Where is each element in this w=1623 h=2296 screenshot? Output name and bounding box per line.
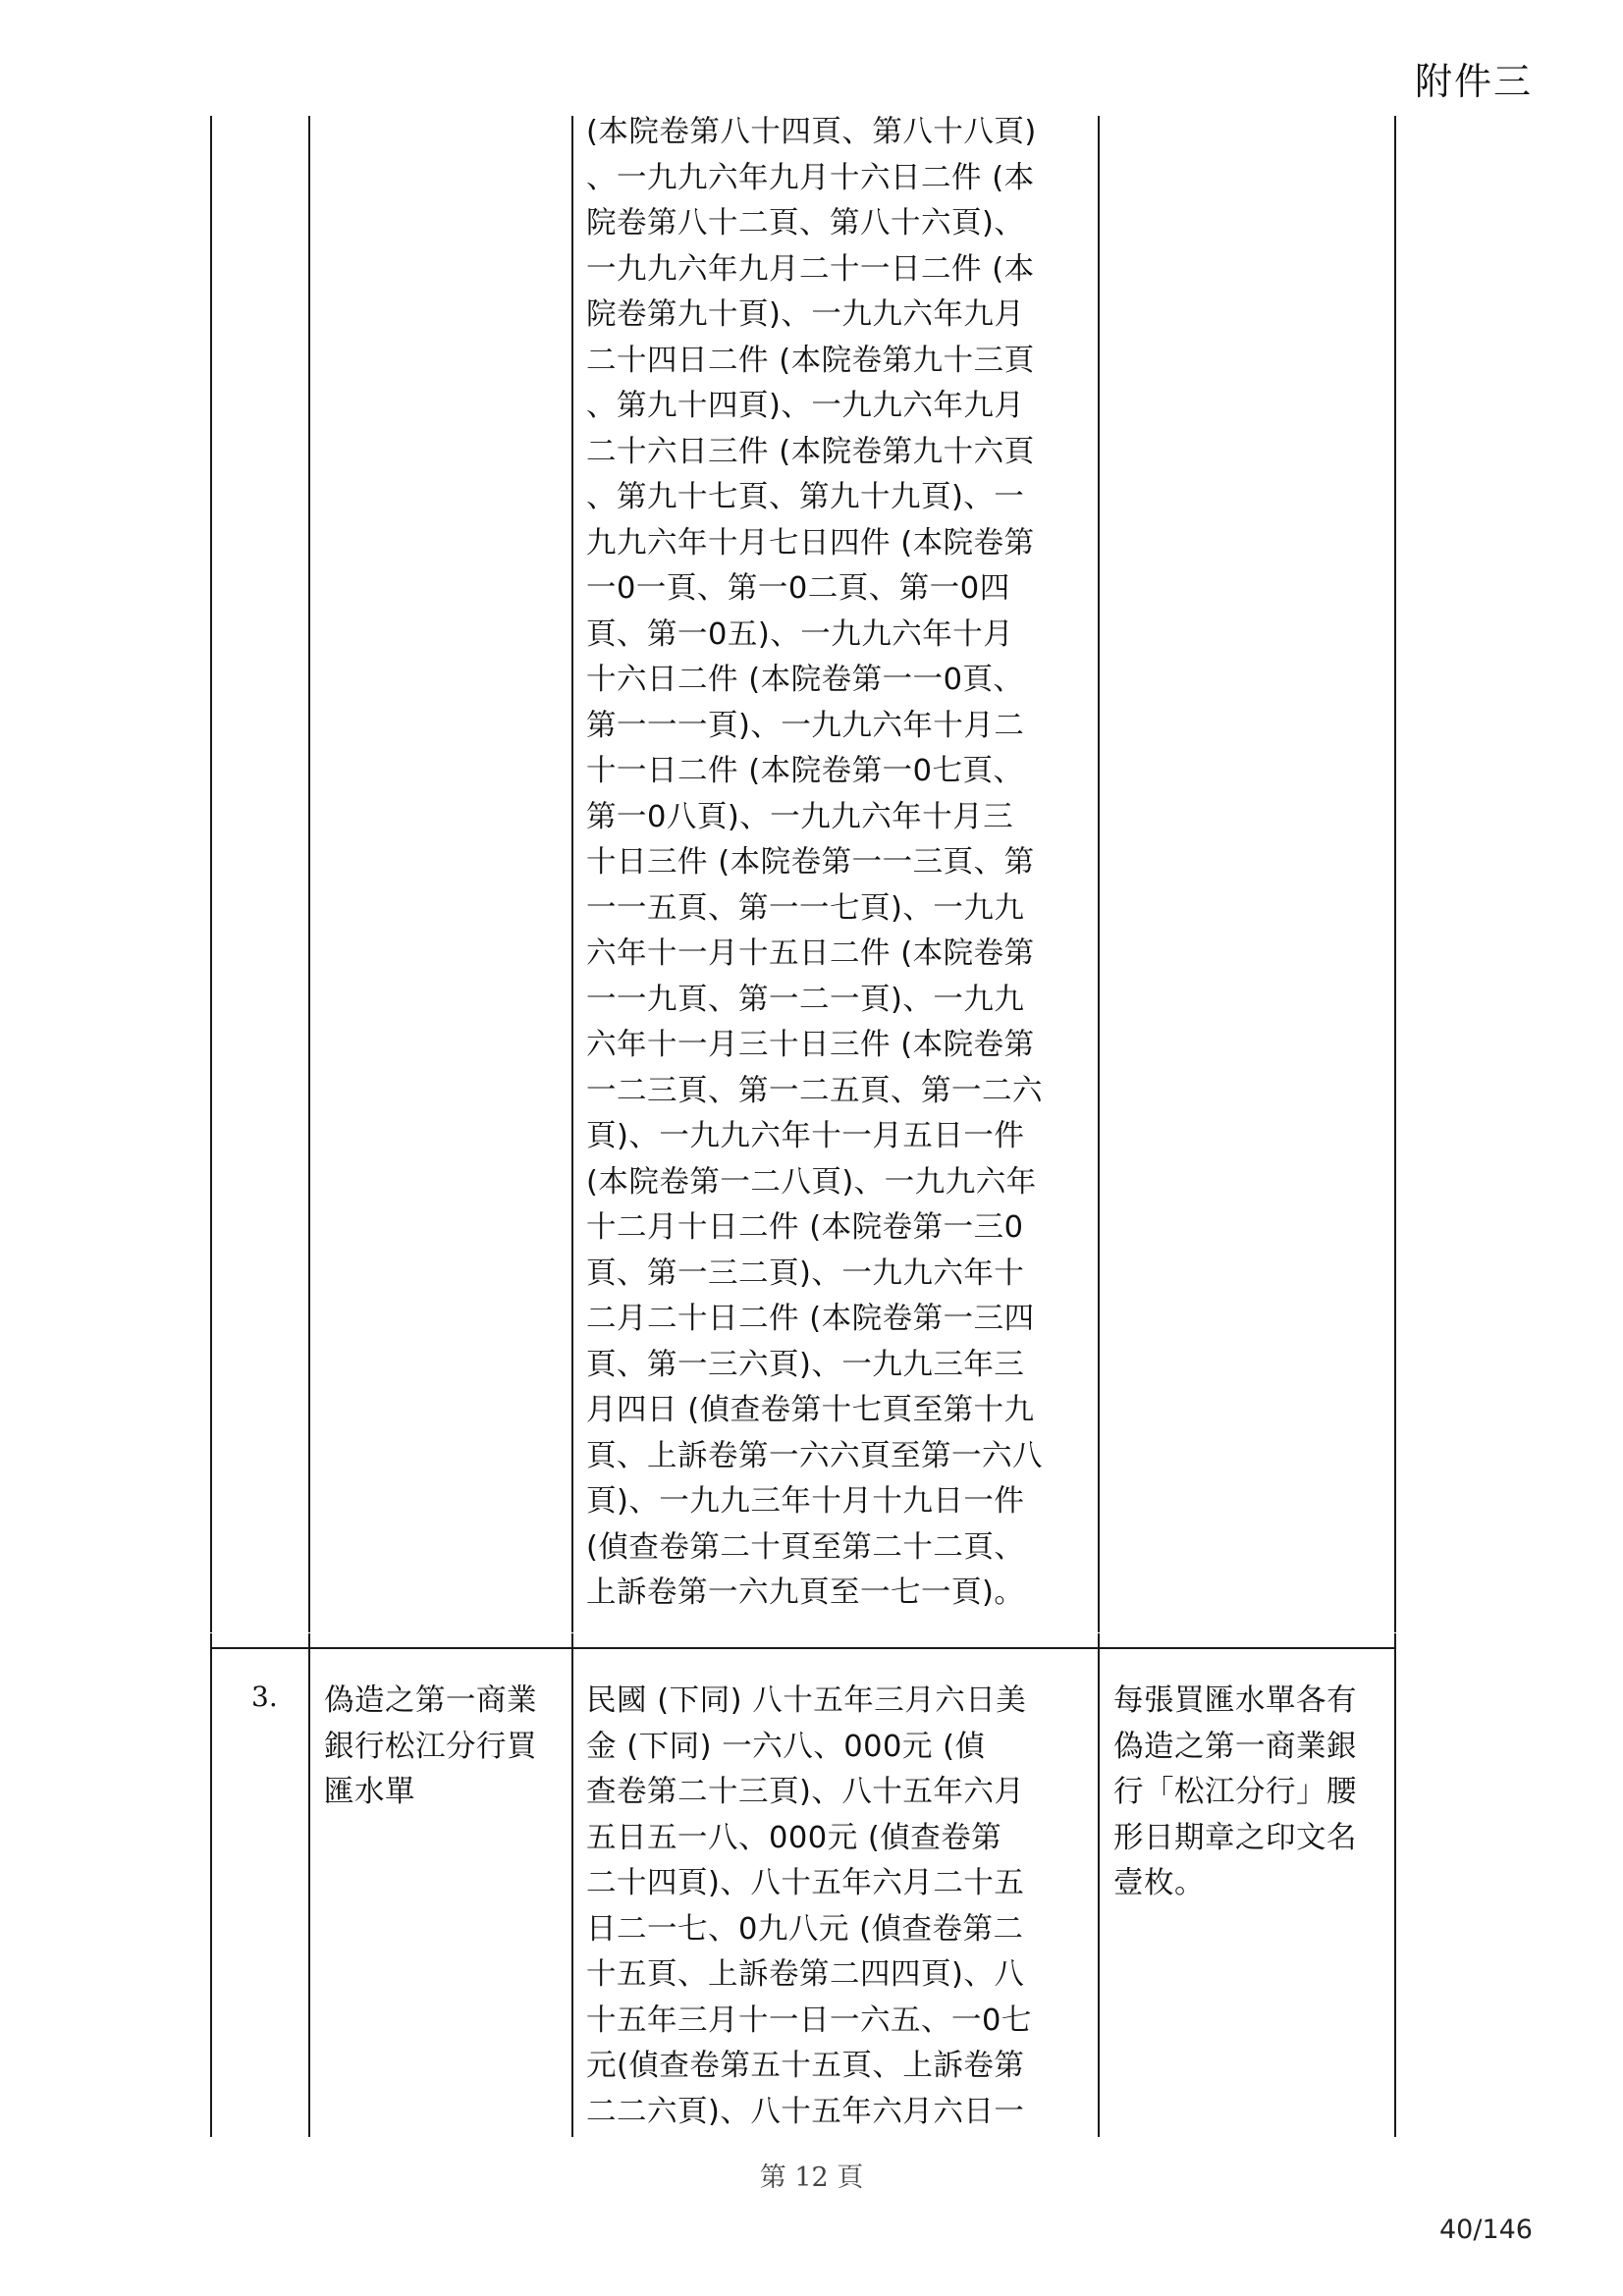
- text-line: 頁)、一九九六年十一月五日一件: [586, 1119, 1025, 1153]
- table-border-left: [210, 116, 212, 1632]
- text-line: 上訴卷第一六九頁至一七一頁)。: [586, 1575, 1025, 1610]
- text-line: 十二月十日二件 (本院卷第一三0: [586, 1210, 1024, 1245]
- table-border-left-row3: [210, 1633, 212, 2137]
- row3-item-cell: [324, 1679, 537, 1816]
- text-line: 一一五頁、第一一七頁)、一九九: [586, 890, 1025, 926]
- text-line: 九九六年十月七日四件 (本院卷第: [586, 525, 1035, 561]
- page-count: 40/146: [1439, 2215, 1533, 2245]
- text-line: (本院卷第一二八頁)、一九九六年: [586, 1164, 1037, 1200]
- text-line: 金 (下同) 一六八、000元 (偵: [586, 1729, 986, 1764]
- text-line: 銀行松江分行買: [324, 1729, 537, 1764]
- text-line: 偽造之第一商業: [324, 1683, 537, 1718]
- row-number: 3.: [251, 1681, 278, 1713]
- row3-time-cell: [586, 1679, 1032, 2135]
- text-line: 一二三頁、第一二五頁、第一二六: [586, 1073, 1043, 1108]
- column-divider-2-row3: [571, 1633, 573, 2137]
- column-divider-3-row3: [1098, 1633, 1100, 2137]
- text-line: 查卷第二十三頁)、八十五年六月: [586, 1775, 1025, 1809]
- attachment-label: 附件三: [1414, 60, 1533, 103]
- text-line: 、第九十四頁)、一九九六年九月: [586, 389, 1025, 423]
- text-line: 頁、第一三六頁)、一九九三年三: [586, 1347, 1025, 1382]
- text-line: 一0一頁、第一0二頁、第一0四: [586, 571, 1010, 606]
- text-line: 二月二十日二件 (本院卷第一三四: [586, 1302, 1035, 1336]
- text-line: (偵查卷第二十頁至第二十二頁、: [586, 1529, 1025, 1565]
- text-line: 頁、第一三二頁)、一九九六年十: [586, 1255, 1025, 1291]
- text-line: 壹枚。: [1113, 1866, 1205, 1900]
- text-line: (本院卷第八十四頁、第八十八頁): [586, 115, 1037, 149]
- text-line: 十日三件 (本院卷第一一三頁、第: [586, 845, 1035, 880]
- text-line: 二十四日二件 (本院卷第九十三頁: [586, 343, 1035, 378]
- text-line: 六年十一月三十日三件 (本院卷第: [586, 1028, 1035, 1062]
- text-line: 頁、第一0五)、一九九六年十月: [586, 616, 1014, 652]
- text-line: 元(偵查卷第五十五頁、上訴卷第: [586, 2049, 1025, 2083]
- text-line: 五日五一八、000元 (偵查卷第: [586, 1820, 1002, 1855]
- column-divider-3: [1098, 116, 1100, 1632]
- text-line: 每張買匯水單各有: [1113, 1683, 1357, 1718]
- text-line: 二十六日三件 (本院卷第九十六頁: [586, 434, 1035, 469]
- text-line: 匯水單: [324, 1775, 415, 1809]
- text-line: 二十四頁)、八十五年六月二十五: [586, 1866, 1025, 1900]
- row-separator: [210, 1647, 1396, 1649]
- text-line: 十五頁、上訴卷第二四四頁)、八: [586, 1957, 1025, 1992]
- column-divider-1-row3: [308, 1633, 310, 2137]
- table-border-right: [1394, 116, 1396, 1632]
- column-divider-2: [571, 116, 573, 1632]
- text-line: 月四日 (偵查卷第十七頁至第十九: [586, 1393, 1035, 1427]
- text-line: 六年十一月十五日二件 (本院卷第: [586, 936, 1035, 971]
- text-line: 形日期章之印文名: [1113, 1820, 1357, 1855]
- text-line: 第一一一頁)、一九九六年十月二: [586, 708, 1025, 743]
- text-line: 偽造之第一商業銀: [1113, 1729, 1357, 1764]
- text-line: 十六日二件 (本院卷第一一0頁、: [586, 663, 1024, 697]
- continuation-time-cell: [586, 110, 1043, 1617]
- text-line: 、一九九六年九月十六日二件 (本: [586, 160, 1035, 195]
- text-line: 一九九六年九月二十一日二件 (本: [586, 251, 1035, 287]
- row3-note-cell: [1113, 1679, 1357, 1907]
- table-border-right-row3: [1394, 1633, 1396, 2137]
- text-line: 院卷第九十頁)、一九九六年九月: [586, 297, 1025, 332]
- text-line: 一一九頁、第一二一頁)、一九九: [586, 982, 1025, 1017]
- text-line: 頁)、一九九三年十月十九日一件: [586, 1484, 1025, 1519]
- text-line: 民國 (下同) 八十五年三月六日美: [586, 1683, 1027, 1718]
- text-line: 頁、上訴卷第一六六頁至第一六八: [586, 1438, 1043, 1473]
- text-line: 十一日二件 (本院卷第一0七頁、: [586, 754, 1024, 788]
- text-line: 二二六頁)、八十五年六月六日一: [586, 2094, 1025, 2129]
- text-line: 第一0八頁)、一九九六年十月三: [586, 799, 1014, 834]
- text-line: 院卷第八十二頁、第八十六頁)、: [586, 206, 1025, 240]
- text-line: 日二一七、0九八元 (偵查卷第二: [586, 1911, 1024, 1947]
- text-line: 、第九十七頁、第九十九頁)、一: [586, 480, 1025, 514]
- text-line: 十五年三月十一日一六五、一0七: [586, 2002, 1032, 2038]
- column-divider-1: [308, 116, 310, 1632]
- page-number-label: 第 12 頁: [759, 2163, 864, 2193]
- text-line: 行「松江分行」腰: [1113, 1775, 1357, 1809]
